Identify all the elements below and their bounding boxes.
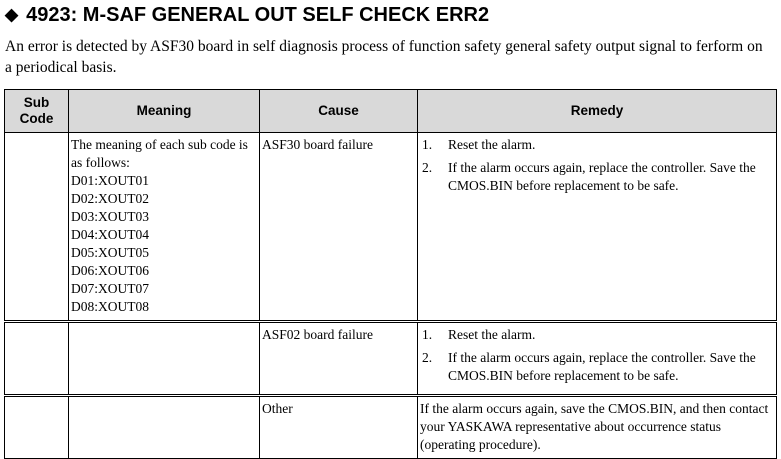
step-number: 2. (422, 350, 433, 365)
header-meaning: Meaning (69, 90, 260, 133)
header-cause: Cause (260, 90, 418, 133)
meaning-cell (69, 396, 260, 459)
step-text: If the alarm occurs again, replace the controller. Save the CMOS.BIN before replacement to be safe. (448, 160, 756, 193)
sub-code-d06: D06:XOUT06 (71, 263, 149, 278)
diamond-bullet-icon: ◆ (5, 5, 19, 24)
cause-cell: Other (260, 396, 418, 459)
step-number: 2. (422, 160, 433, 175)
sub-code-d01: D01:XOUT01 (71, 173, 149, 188)
step-text: Reset the alarm. (448, 137, 536, 152)
remedy-cell (418, 396, 777, 459)
sub-code-d05: D05:XOUT05 (71, 245, 149, 260)
table-row (5, 396, 777, 459)
cause-cell: ASF30 board failure (260, 133, 418, 322)
alarm-table (4, 89, 777, 459)
cause-cell: ASF02 board failure (260, 322, 418, 396)
table-row (5, 133, 777, 322)
sub-code-d03: D03:XOUT03 (71, 209, 149, 224)
sub-code-d02: D02:XOUT02 (71, 191, 149, 206)
table-header-row (5, 90, 777, 133)
sub-code-cell (5, 322, 69, 396)
remedy-cell (418, 133, 777, 322)
remedy-text: If the alarm occurs again, save the CMOS.BIN, and then contact your YASKAWA representative about occurrence status (operating procedure). (420, 401, 769, 452)
heading-title: 4923: M-SAF GENERAL OUT SELF CHECK ERR2 (26, 4, 490, 26)
sub-code-d04: D04:XOUT04 (71, 227, 149, 242)
step-number: 1. (422, 137, 433, 152)
remedy-steps (420, 136, 774, 195)
remedy-step (420, 326, 774, 344)
sub-code-d08: D08:XOUT08 (71, 299, 149, 314)
header-sub-code: Sub Code (5, 90, 69, 133)
intro-paragraph: An error is detected by ASF30 board in self diagnosis process of function safety general safety output signal to ferform on a periodical basis. (5, 38, 763, 76)
remedy-step (420, 349, 774, 385)
step-text: If the alarm occurs again, replace the controller. Save the CMOS.BIN before replacement to be safe. (448, 350, 756, 383)
sub-code-d07: D07:XOUT07 (71, 281, 149, 296)
remedy-cell (418, 322, 777, 396)
meaning-cell (69, 322, 260, 396)
meaning-intro: The meaning of each sub code is as follows: (71, 137, 248, 170)
section-heading (5, 3, 489, 27)
step-text: Reset the alarm. (448, 327, 536, 342)
step-number: 1. (422, 327, 433, 342)
remedy-step (420, 159, 774, 195)
table-row (5, 322, 777, 396)
header-remedy: Remedy (418, 90, 777, 133)
sub-code-cell (5, 133, 69, 322)
remedy-steps (420, 326, 774, 385)
remedy-step (420, 136, 774, 154)
meaning-cell (69, 133, 260, 322)
sub-code-cell (5, 396, 69, 459)
